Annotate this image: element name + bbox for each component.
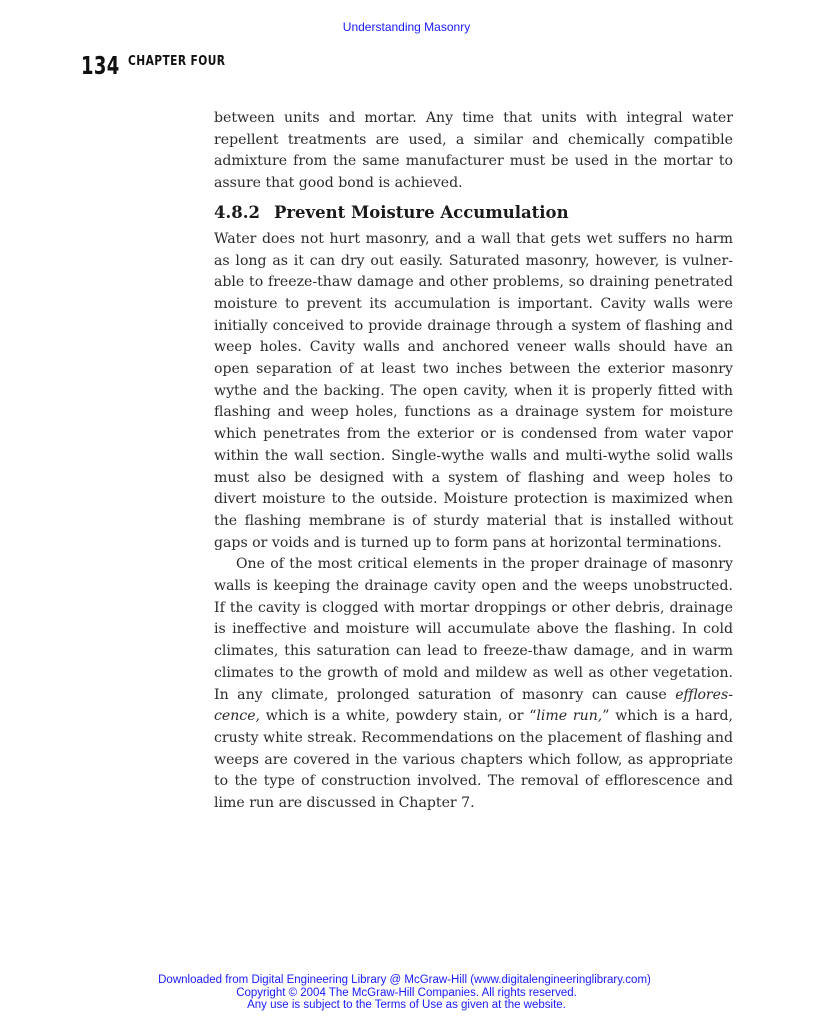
paragraph-2-part-c: ” which is a hard, crusty white streak. Recommendations on the placement of flashing and weeps are covered in the various chapters which follow, as appropriate to the type of construction involved. The removal of efflorescence and lime run are discussed in Chapter 7. xyxy=(214,708,733,812)
paragraph-intro: between units and mortar. Any time that units with integral water repellent treatments are used, a similar and chemically compatible admixture from the same manufacturer must be used in the mortar to assure that good bond is achieved. xyxy=(214,110,733,192)
footer-copyright: Copyright © 2004 The McGraw-Hill Companies. All rights reserved. xyxy=(236,986,577,999)
chapter-label: CHAPTER FOUR xyxy=(128,54,226,69)
section-number: 4.8.2 xyxy=(214,202,260,222)
footer-download-link[interactable]: Downloaded from Digital Engineering Library @ McGraw-Hill (www.digitalengineeringlibrary.com) xyxy=(158,974,651,986)
footer-terms-of-use[interactable]: Any use is subject to the Terms of Use as given at the website. xyxy=(247,999,566,1011)
section-title: Prevent Moisture Accumulation xyxy=(273,202,569,222)
section-heading xyxy=(214,201,733,225)
footer-notice xyxy=(0,974,813,1012)
page-content xyxy=(214,108,733,815)
top-link-understanding-masonry[interactable]: Understanding Masonry xyxy=(342,20,471,34)
term-efflorescence: efflorescence, xyxy=(214,686,733,725)
paragraph-2 xyxy=(214,554,733,814)
paragraph-2-part-b: which is a white, powdery stain, or “ xyxy=(260,708,537,725)
term-lime-run: lime run, xyxy=(536,708,603,725)
page-number: 134 xyxy=(81,51,120,80)
paragraph-1: Water does not hurt masonry, and a wall that gets wet suffers no harm as long as it can dry out easily. Saturated masonry, however, is vulnerable to freeze-thaw damage and other problems, so draining penetrated moisture to prevent its accumulation is important. Cavity walls were initially conceived to provide drainage through a system of flashing and weep holes. Cavity walls and anchored veneer walls should have an open separation of at least two inches between the exterior masonry wythe and the backing. The open cavity, when it is properly fitted with flashing and weep holes, functions as a drainage system for moisture which penetrates from the exterior or is condensed from water vapor within the wall section. Single-wythe walls and multi-wythe solid walls must also be designed with a system of flashing and weep holes to divert moisture to the outside. Moisture protection is maximized when the flashing membrane is of sturdy material that is installed without gaps or voids and is turned up to form pans at horizontal terminations. xyxy=(214,230,733,551)
paragraph-2-part-a: One of the most critical elements in the proper drainage of masonry walls is keeping the drainage cavity open and the weeps unobstructed. If the cavity is clogged with mortar droppings or other debris, drainage is ineffective and moisture will accumulate above the flashing. In cold climates, this saturation can lead to freeze-thaw damage, and in warm climates to the growth of mold and mildew as well as other vegetation. In any climate, prolonged saturation of masonry can cause xyxy=(214,556,733,703)
